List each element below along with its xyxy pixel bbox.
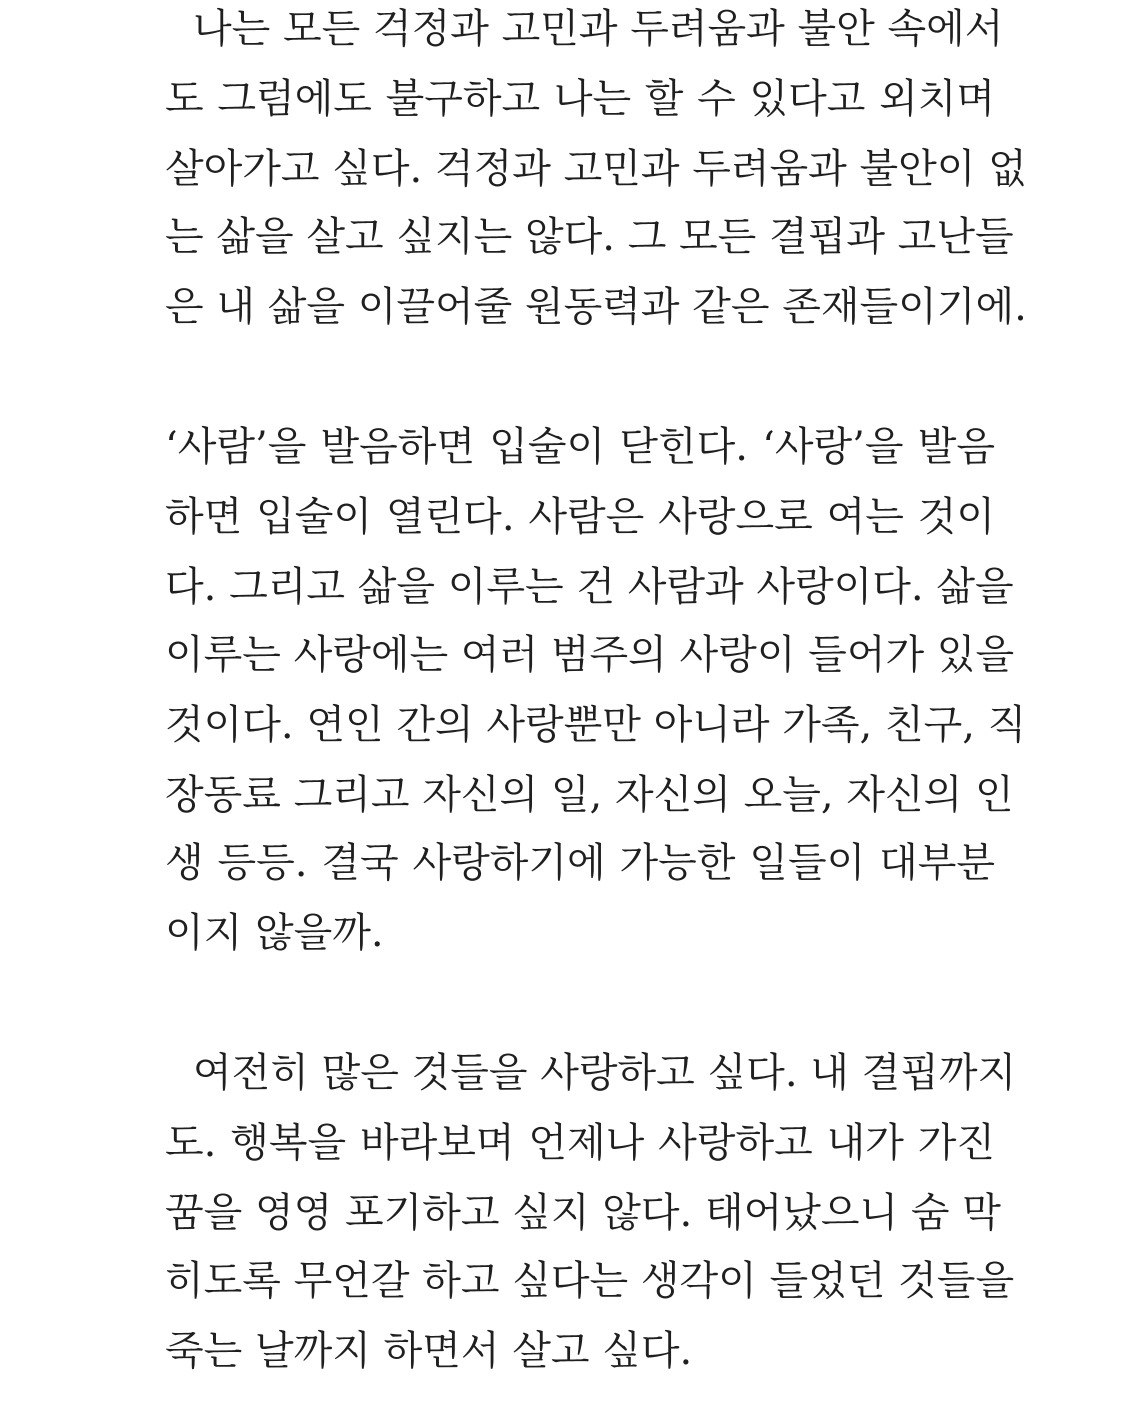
paragraph-3-line-1: 여전히 많은 것들을 사랑하고 싶다. 내 결핍까지 (193, 1050, 1017, 1096)
paragraph-1-line-5: 은 내 삶을 이끌어줄 원동력과 같은 존재들이기에. (165, 284, 1027, 330)
paragraph-3-line-2: 도. 행복을 바라보며 언제나 사랑하고 내가 가진 (165, 1120, 995, 1166)
paragraph-3-line-3: 꿈을 영영 포기하고 싶지 않다. 태어났으니 숨 막 (165, 1190, 1001, 1236)
paragraph-1-line-2: 도 그럼에도 불구하고 나는 할 수 있다고 외치며 (165, 76, 995, 122)
paragraph-2-line-6: 장동료 그리고 자신의 일, 자신의 오늘, 자신의 인 (165, 772, 1014, 818)
paragraph-2-line-5: 것이다. 연인 간의 사랑뿐만 아니라 가족, 친구, 직 (165, 702, 1027, 748)
paragraph-3-line-4: 히도록 무언갈 하고 싶다는 생각이 들었던 것들을 (165, 1258, 1015, 1304)
paragraph-2-line-1: ‘사람’을 발음하면 입술이 닫힌다. ‘사랑’을 발음 (165, 424, 995, 470)
paragraph-2-line-7: 생 등등. 결국 사랑하기에 가능한 일들이 대부분 (165, 840, 995, 886)
paragraph-1-line-3: 살아가고 싶다. 걱정과 고민과 두려움과 불안이 없 (165, 146, 1027, 192)
paragraph-2-line-2: 하면 입술이 열린다. 사람은 사랑으로 여는 것이 (165, 494, 995, 540)
paragraph-2-line-3: 다. 그리고 삶을 이루는 건 사람과 사랑이다. 삶을 (165, 564, 1014, 610)
paragraph-2-line-4: 이루는 사랑에는 여러 범주의 사랑이 들어가 있을 (165, 632, 1015, 678)
paragraph-3-line-5: 죽는 날까지 하면서 살고 싶다. (165, 1328, 693, 1374)
paragraph-1-line-4: 는 삶을 살고 싶지는 않다. 그 모든 결핍과 고난들 (165, 214, 1014, 260)
paragraph-2-line-8: 이지 않을까. (165, 910, 384, 956)
paragraph-1-line-1: 나는 모든 걱정과 고민과 두려움과 불안 속에서 (193, 6, 1004, 52)
